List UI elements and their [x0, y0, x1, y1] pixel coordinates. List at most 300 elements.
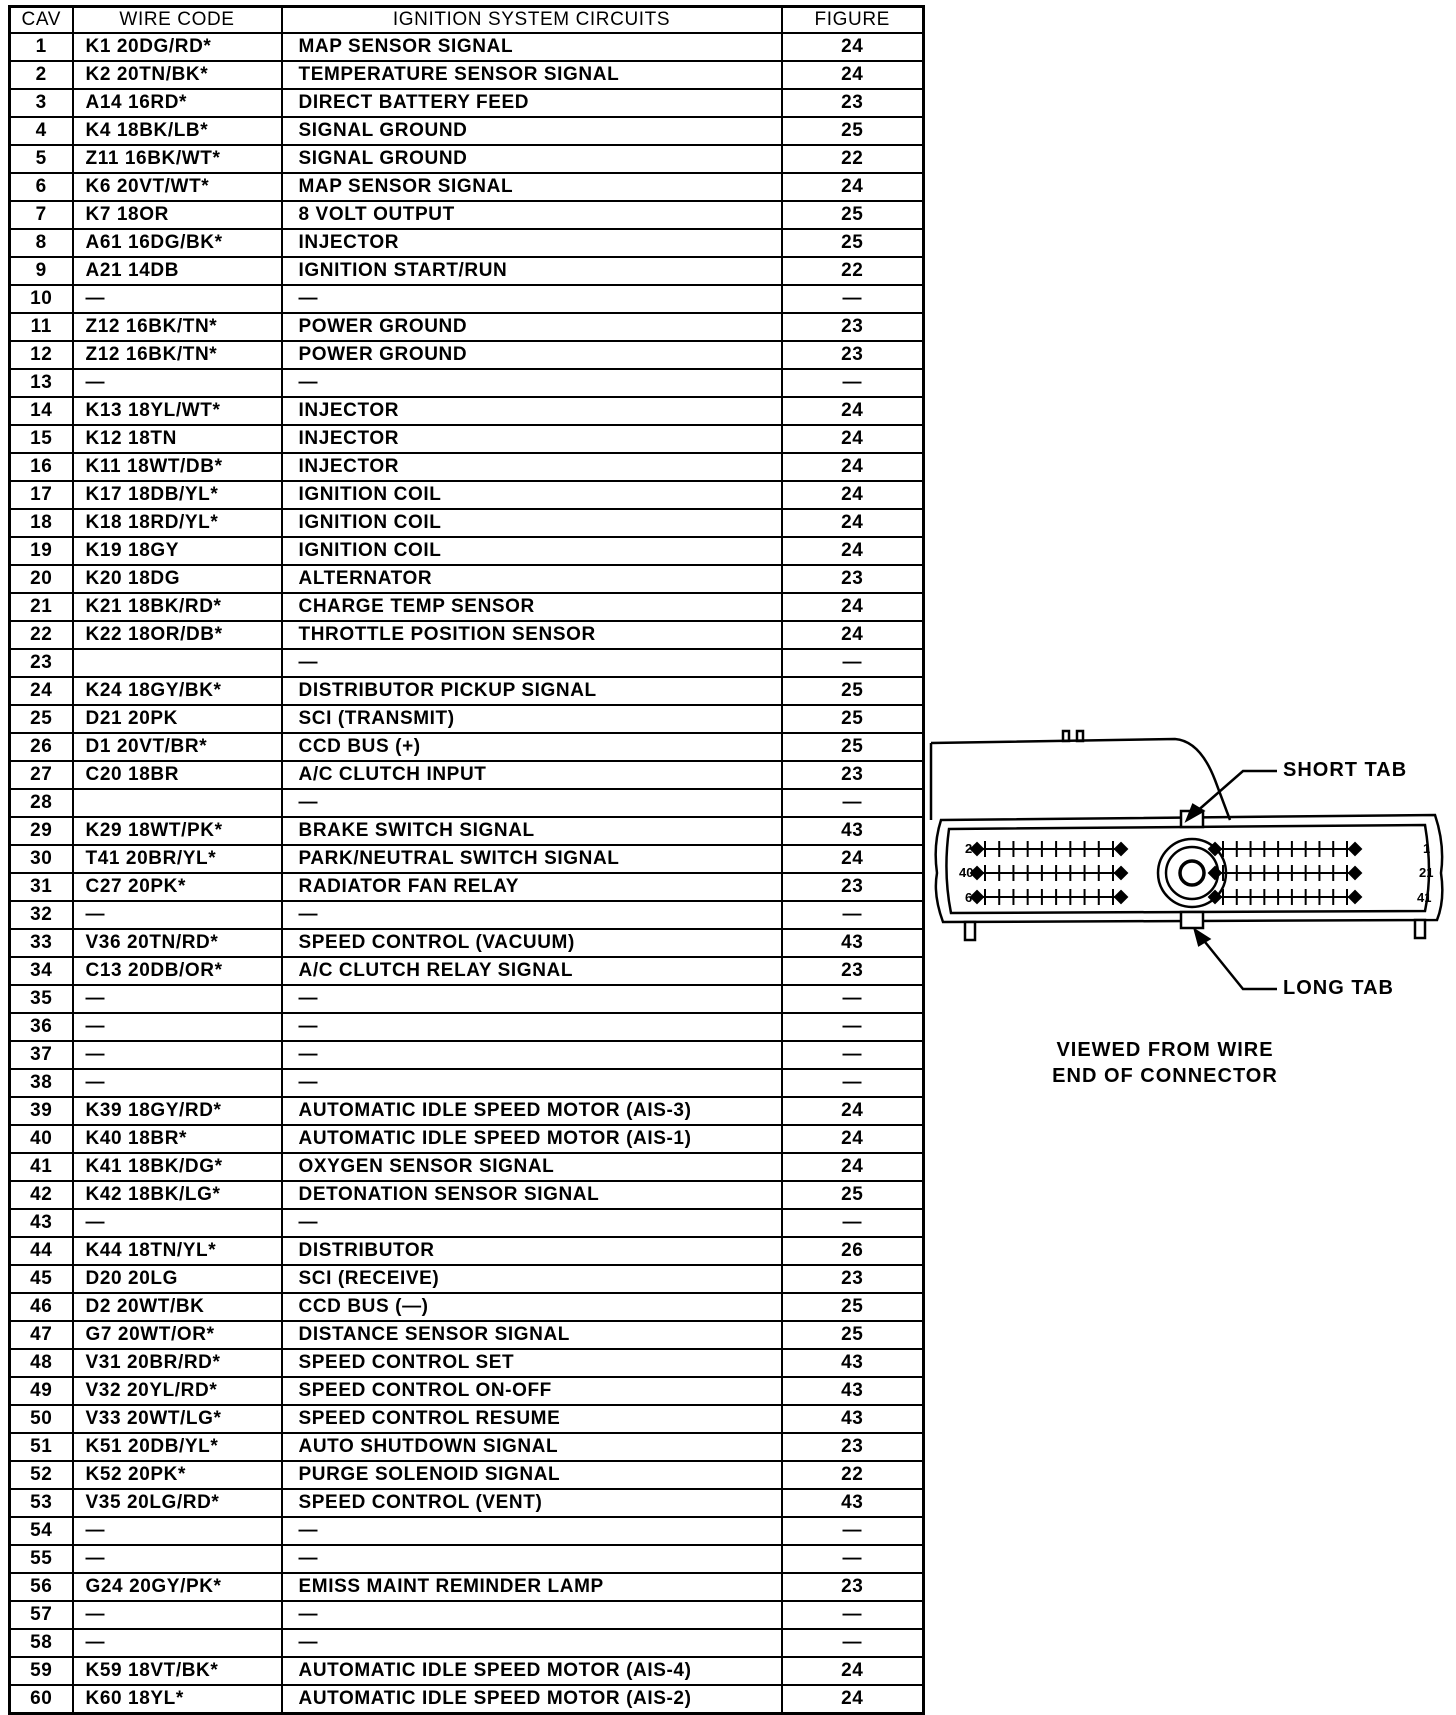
cell-cav: 9	[10, 257, 73, 285]
table-row	[10, 1657, 924, 1685]
cell-circuit: SCI (RECEIVE)	[282, 1265, 782, 1293]
cell-wire-code: V36 20TN/RD*	[73, 929, 282, 957]
cell-wire-code: —	[73, 901, 282, 929]
table-row	[10, 1461, 924, 1489]
cell-figure: —	[782, 1069, 924, 1097]
cell-wire-code: D20 20LG	[73, 1265, 282, 1293]
cell-cav: 45	[10, 1265, 73, 1293]
cell-figure: 24	[782, 1153, 924, 1181]
cell-figure: 24	[782, 593, 924, 621]
view-caption-line-1: VIEWED FROM WIRE	[1056, 1039, 1274, 1061]
table-row	[10, 1069, 924, 1097]
cell-cav: 51	[10, 1433, 73, 1461]
pin-label-40: 40	[959, 865, 974, 880]
cell-cav: 46	[10, 1293, 73, 1321]
cell-figure: 24	[782, 33, 924, 61]
cell-cav: 2	[10, 61, 73, 89]
cell-wire-code: Z12 16BK/TN*	[73, 341, 282, 369]
cell-cav: 34	[10, 957, 73, 985]
cell-wire-code: —	[73, 1601, 282, 1629]
cell-circuit: INJECTOR	[282, 229, 782, 257]
cell-figure: 24	[782, 845, 924, 873]
cell-wire-code: K6 20VT/WT*	[73, 173, 282, 201]
table-row	[10, 1601, 924, 1629]
cell-wire-code: K20 18DG	[73, 565, 282, 593]
cell-wire-code: K41 18BK/DG*	[73, 1153, 282, 1181]
pin-end-marker	[1349, 891, 1361, 903]
table-row	[10, 229, 924, 257]
cell-figure: —	[782, 1041, 924, 1069]
table-row	[10, 1405, 924, 1433]
cell-wire-code: —	[73, 1013, 282, 1041]
cell-wire-code: G7 20WT/OR*	[73, 1321, 282, 1349]
table-row	[10, 565, 924, 593]
cell-circuit: AUTOMATIC IDLE SPEED MOTOR (AIS-3)	[282, 1097, 782, 1125]
cell-figure: —	[782, 369, 924, 397]
cell-circuit: DISTRIBUTOR PICKUP SIGNAL	[282, 677, 782, 705]
header-figure: FIGURE	[782, 7, 924, 34]
cell-circuit: —	[282, 901, 782, 929]
cell-wire-code: V32 20YL/RD*	[73, 1377, 282, 1405]
cell-figure: 24	[782, 425, 924, 453]
cell-circuit: —	[282, 1209, 782, 1237]
cell-cav: 42	[10, 1181, 73, 1209]
table-row	[10, 1489, 924, 1517]
cell-circuit: IGNITION COIL	[282, 537, 782, 565]
cell-figure: 23	[782, 341, 924, 369]
table-row	[10, 509, 924, 537]
cell-wire-code: K60 18YL*	[73, 1685, 282, 1714]
cell-circuit: EMISS MAINT REMINDER LAMP	[282, 1573, 782, 1601]
table-row	[10, 817, 924, 845]
cell-circuit: 8 VOLT OUTPUT	[282, 201, 782, 229]
cell-wire-code: —	[73, 369, 282, 397]
cell-wire-code: V33 20WT/LG*	[73, 1405, 282, 1433]
cell-wire-code: K52 20PK*	[73, 1461, 282, 1489]
cell-figure: 24	[782, 173, 924, 201]
cell-figure: 43	[782, 1489, 924, 1517]
cell-cav: 47	[10, 1321, 73, 1349]
table-row	[10, 453, 924, 481]
cell-wire-code: K44 18TN/YL*	[73, 1237, 282, 1265]
table-row	[10, 1041, 924, 1069]
cell-wire-code: D1 20VT/BR*	[73, 733, 282, 761]
cell-circuit: THROTTLE POSITION SENSOR	[282, 621, 782, 649]
cell-circuit: AUTOMATIC IDLE SPEED MOTOR (AIS-1)	[282, 1125, 782, 1153]
cell-figure: 25	[782, 201, 924, 229]
table-row	[10, 957, 924, 985]
cell-circuit: —	[282, 1545, 782, 1573]
cell-figure: 23	[782, 1265, 924, 1293]
table-row	[10, 705, 924, 733]
cell-cav: 31	[10, 873, 73, 901]
table-row	[10, 929, 924, 957]
cell-circuit: A/C CLUTCH INPUT	[282, 761, 782, 789]
cell-figure: 23	[782, 565, 924, 593]
cell-cav: 20	[10, 565, 73, 593]
cell-wire-code: —	[73, 285, 282, 313]
cell-cav: 41	[10, 1153, 73, 1181]
cell-circuit: —	[282, 985, 782, 1013]
table-row	[10, 1517, 924, 1545]
pin-end-marker	[1209, 867, 1221, 879]
cell-wire-code: A14 16RD*	[73, 89, 282, 117]
table-header-row	[10, 7, 924, 34]
cell-wire-code	[73, 649, 282, 677]
cell-cav: 37	[10, 1041, 73, 1069]
cell-circuit: SCI (TRANSMIT)	[282, 705, 782, 733]
table-row	[10, 593, 924, 621]
cell-cav: 40	[10, 1125, 73, 1153]
table-row	[10, 733, 924, 761]
cell-figure: 24	[782, 481, 924, 509]
table-row	[10, 621, 924, 649]
cell-figure: 24	[782, 397, 924, 425]
header-wire-code: WIRE CODE	[73, 7, 282, 34]
cell-figure: 43	[782, 1349, 924, 1377]
cell-cav: 60	[10, 1685, 73, 1714]
pin-end-marker	[1115, 867, 1127, 879]
cell-circuit: POWER GROUND	[282, 341, 782, 369]
cell-figure: 25	[782, 733, 924, 761]
cell-wire-code: K12 18TN	[73, 425, 282, 453]
cell-figure: —	[782, 901, 924, 929]
table-row	[10, 1377, 924, 1405]
cell-cav: 27	[10, 761, 73, 789]
cell-circuit: SPEED CONTROL SET	[282, 1349, 782, 1377]
cell-cav: 44	[10, 1237, 73, 1265]
cell-circuit: POWER GROUND	[282, 313, 782, 341]
cell-figure: 22	[782, 1461, 924, 1489]
table-row	[10, 1181, 924, 1209]
table-row	[10, 481, 924, 509]
cell-circuit: —	[282, 1069, 782, 1097]
cell-circuit: —	[282, 1601, 782, 1629]
table-row	[10, 985, 924, 1013]
table-row	[10, 1349, 924, 1377]
cell-wire-code: C13 20DB/OR*	[73, 957, 282, 985]
cell-circuit: CHARGE TEMP SENSOR	[282, 593, 782, 621]
cell-circuit: —	[282, 285, 782, 313]
cell-figure: 23	[782, 957, 924, 985]
cell-circuit: SIGNAL GROUND	[282, 117, 782, 145]
cell-wire-code: K13 18YL/WT*	[73, 397, 282, 425]
cell-cav: 1	[10, 33, 73, 61]
cell-figure: 24	[782, 537, 924, 565]
cell-circuit: —	[282, 789, 782, 817]
cell-figure: 43	[782, 817, 924, 845]
cell-cav: 14	[10, 397, 73, 425]
cell-figure: 24	[782, 1097, 924, 1125]
cell-circuit: IGNITION COIL	[282, 509, 782, 537]
cell-wire-code: K4 18BK/LB*	[73, 117, 282, 145]
cell-circuit: —	[282, 369, 782, 397]
cell-circuit: PARK/NEUTRAL SWITCH SIGNAL	[282, 845, 782, 873]
cell-cav: 17	[10, 481, 73, 509]
cell-circuit: CCD BUS (—)	[282, 1293, 782, 1321]
cell-cav: 49	[10, 1377, 73, 1405]
pin-label-60: 60	[965, 890, 980, 905]
cell-wire-code: —	[73, 1517, 282, 1545]
cell-cav: 25	[10, 705, 73, 733]
cell-circuit: —	[282, 1517, 782, 1545]
pin-end-marker	[1349, 843, 1361, 855]
cell-figure: —	[782, 789, 924, 817]
cell-figure: —	[782, 1209, 924, 1237]
table-row	[10, 537, 924, 565]
pin-label-21: 21	[1419, 865, 1434, 880]
cell-cav: 15	[10, 425, 73, 453]
cell-cav: 36	[10, 1013, 73, 1041]
cell-circuit: SIGNAL GROUND	[282, 145, 782, 173]
table-row	[10, 285, 924, 313]
cell-cav: 5	[10, 145, 73, 173]
cell-wire-code: V35 20LG/RD*	[73, 1489, 282, 1517]
table-row	[10, 341, 924, 369]
cell-cav: 18	[10, 509, 73, 537]
cell-cav: 12	[10, 341, 73, 369]
cell-cav: 32	[10, 901, 73, 929]
cell-wire-code: T41 20BR/YL*	[73, 845, 282, 873]
cell-circuit: OXYGEN SENSOR SIGNAL	[282, 1153, 782, 1181]
cell-figure: 43	[782, 929, 924, 957]
short-tab-label: SHORT TAB	[1283, 759, 1408, 781]
cell-figure: 24	[782, 1125, 924, 1153]
cell-circuit: SPEED CONTROL ON-OFF	[282, 1377, 782, 1405]
cell-wire-code: G24 20GY/PK*	[73, 1573, 282, 1601]
pin-label-1: 1	[1423, 841, 1431, 856]
cell-cav: 52	[10, 1461, 73, 1489]
long-tab-label: LONG TAB	[1283, 977, 1394, 999]
cell-circuit: DETONATION SENSOR SIGNAL	[282, 1181, 782, 1209]
cell-wire-code: —	[73, 1209, 282, 1237]
cell-wire-code: —	[73, 1629, 282, 1657]
cell-wire-code: D2 20WT/BK	[73, 1293, 282, 1321]
cell-figure: 25	[782, 229, 924, 257]
connector-diagram	[925, 725, 1456, 1105]
cell-figure: 25	[782, 705, 924, 733]
cell-figure: 24	[782, 453, 924, 481]
cell-circuit: DISTANCE SENSOR SIGNAL	[282, 1321, 782, 1349]
cell-figure: 23	[782, 89, 924, 117]
cell-figure: 24	[782, 1685, 924, 1714]
cell-cav: 16	[10, 453, 73, 481]
cell-figure: 23	[782, 873, 924, 901]
table-row	[10, 1265, 924, 1293]
pin-end-marker	[1115, 843, 1127, 855]
cell-cav: 4	[10, 117, 73, 145]
cell-circuit: INJECTOR	[282, 397, 782, 425]
cell-cav: 26	[10, 733, 73, 761]
table-row	[10, 1209, 924, 1237]
cell-cav: 35	[10, 985, 73, 1013]
cell-cav: 21	[10, 593, 73, 621]
cell-cav: 10	[10, 285, 73, 313]
cell-wire-code: C20 18BR	[73, 761, 282, 789]
cell-cav: 3	[10, 89, 73, 117]
cell-circuit: TEMPERATURE SENSOR SIGNAL	[282, 61, 782, 89]
cell-figure: 24	[782, 61, 924, 89]
table-row	[10, 1433, 924, 1461]
cell-circuit: PURGE SOLENOID SIGNAL	[282, 1461, 782, 1489]
cell-circuit: SPEED CONTROL RESUME	[282, 1405, 782, 1433]
cell-wire-code: K7 18OR	[73, 201, 282, 229]
cell-figure: —	[782, 1545, 924, 1573]
cell-cav: 39	[10, 1097, 73, 1125]
cell-wire-code: —	[73, 1545, 282, 1573]
cell-wire-code: K42 18BK/LG*	[73, 1181, 282, 1209]
cell-cav: 57	[10, 1601, 73, 1629]
cell-figure: —	[782, 985, 924, 1013]
cell-cav: 48	[10, 1349, 73, 1377]
cell-wire-code: D21 20PK	[73, 705, 282, 733]
table-row	[10, 1097, 924, 1125]
cell-circuit: —	[282, 1013, 782, 1041]
table-row	[10, 257, 924, 285]
pin-end-marker	[1115, 891, 1127, 903]
table-row	[10, 873, 924, 901]
table-row	[10, 33, 924, 61]
pin-label-20: 20	[965, 841, 980, 856]
cell-figure: 24	[782, 1657, 924, 1685]
table-row	[10, 845, 924, 873]
table-row	[10, 1685, 924, 1714]
cell-circuit: SPEED CONTROL (VENT)	[282, 1489, 782, 1517]
table-row	[10, 1153, 924, 1181]
cell-wire-code: K39 18GY/RD*	[73, 1097, 282, 1125]
cell-cav: 22	[10, 621, 73, 649]
cell-circuit: DIRECT BATTERY FEED	[282, 89, 782, 117]
cell-wire-code: K40 18BR*	[73, 1125, 282, 1153]
cell-circuit: AUTOMATIC IDLE SPEED MOTOR (AIS-4)	[282, 1657, 782, 1685]
table-row	[10, 1321, 924, 1349]
cell-figure: 43	[782, 1377, 924, 1405]
cell-wire-code	[73, 789, 282, 817]
cell-cav: 13	[10, 369, 73, 397]
cell-wire-code: K2 20TN/BK*	[73, 61, 282, 89]
table-row	[10, 117, 924, 145]
cell-figure: 25	[782, 117, 924, 145]
cell-circuit: —	[282, 1629, 782, 1657]
table-row	[10, 1573, 924, 1601]
pin-end-marker	[1349, 867, 1361, 879]
table-row	[10, 145, 924, 173]
cell-cav: 33	[10, 929, 73, 957]
cell-wire-code: A61 16DG/BK*	[73, 229, 282, 257]
cell-figure: —	[782, 649, 924, 677]
cell-wire-code: —	[73, 1041, 282, 1069]
cell-figure: 22	[782, 257, 924, 285]
cell-circuit: RADIATOR FAN RELAY	[282, 873, 782, 901]
cell-cav: 6	[10, 173, 73, 201]
cell-figure: —	[782, 1601, 924, 1629]
cell-figure: 23	[782, 761, 924, 789]
cell-figure: —	[782, 285, 924, 313]
table-row	[10, 677, 924, 705]
header-cav: CAV	[10, 7, 73, 34]
cell-cav: 59	[10, 1657, 73, 1685]
cell-figure: 25	[782, 1321, 924, 1349]
cell-wire-code: K22 18OR/DB*	[73, 621, 282, 649]
header-circuits: IGNITION SYSTEM CIRCUITS	[282, 7, 782, 34]
cell-circuit: AUTOMATIC IDLE SPEED MOTOR (AIS-2)	[282, 1685, 782, 1714]
cell-cav: 50	[10, 1405, 73, 1433]
table-body	[10, 33, 924, 1714]
cell-circuit: A/C CLUTCH RELAY SIGNAL	[282, 957, 782, 985]
cell-cav: 11	[10, 313, 73, 341]
table-row	[10, 1125, 924, 1153]
cell-circuit: BRAKE SWITCH SIGNAL	[282, 817, 782, 845]
table-row	[10, 173, 924, 201]
cell-cav: 7	[10, 201, 73, 229]
table-row	[10, 313, 924, 341]
cell-cav: 8	[10, 229, 73, 257]
cell-cav: 30	[10, 845, 73, 873]
cell-cav: 23	[10, 649, 73, 677]
table-row	[10, 397, 924, 425]
cell-cav: 56	[10, 1573, 73, 1601]
cell-circuit: —	[282, 649, 782, 677]
cell-figure: 26	[782, 1237, 924, 1265]
cell-wire-code: K24 18GY/BK*	[73, 677, 282, 705]
cell-cav: 58	[10, 1629, 73, 1657]
cell-wire-code: K1 20DG/RD*	[73, 33, 282, 61]
cell-figure: 25	[782, 677, 924, 705]
table-row	[10, 1629, 924, 1657]
cell-wire-code: C27 20PK*	[73, 873, 282, 901]
cell-figure: 23	[782, 1573, 924, 1601]
cell-circuit: INJECTOR	[282, 425, 782, 453]
cell-wire-code: V31 20BR/RD*	[73, 1349, 282, 1377]
table-row	[10, 789, 924, 817]
table-row	[10, 1545, 924, 1573]
cell-circuit: CCD BUS (+)	[282, 733, 782, 761]
cell-figure: 24	[782, 621, 924, 649]
cell-wire-code: K51 20DB/YL*	[73, 1433, 282, 1461]
cell-circuit: ALTERNATOR	[282, 565, 782, 593]
cell-figure: 24	[782, 509, 924, 537]
table-row	[10, 761, 924, 789]
table-row	[10, 649, 924, 677]
table-row	[10, 201, 924, 229]
cell-circuit: IGNITION COIL	[282, 481, 782, 509]
cell-figure: —	[782, 1013, 924, 1041]
cell-figure: 22	[782, 145, 924, 173]
table-row	[10, 89, 924, 117]
cell-figure: 25	[782, 1181, 924, 1209]
cell-figure: —	[782, 1629, 924, 1657]
table-row	[10, 1013, 924, 1041]
table-row	[10, 1237, 924, 1265]
cell-wire-code: K59 18VT/BK*	[73, 1657, 282, 1685]
cell-cav: 38	[10, 1069, 73, 1097]
cell-cav: 29	[10, 817, 73, 845]
cell-wire-code: Z11 16BK/WT*	[73, 145, 282, 173]
cavity-pinout-table	[8, 5, 925, 1715]
cell-wire-code: K19 18GY	[73, 537, 282, 565]
cell-circuit: MAP SENSOR SIGNAL	[282, 33, 782, 61]
cell-wire-code: A21 14DB	[73, 257, 282, 285]
cell-circuit: DISTRIBUTOR	[282, 1237, 782, 1265]
table-row	[10, 369, 924, 397]
cell-wire-code: K21 18BK/RD*	[73, 593, 282, 621]
view-caption-line-2: END OF CONNECTOR	[1052, 1065, 1278, 1087]
cell-wire-code: —	[73, 985, 282, 1013]
table-row	[10, 1293, 924, 1321]
cell-circuit: —	[282, 1041, 782, 1069]
cell-figure: 23	[782, 313, 924, 341]
cell-figure: 43	[782, 1405, 924, 1433]
